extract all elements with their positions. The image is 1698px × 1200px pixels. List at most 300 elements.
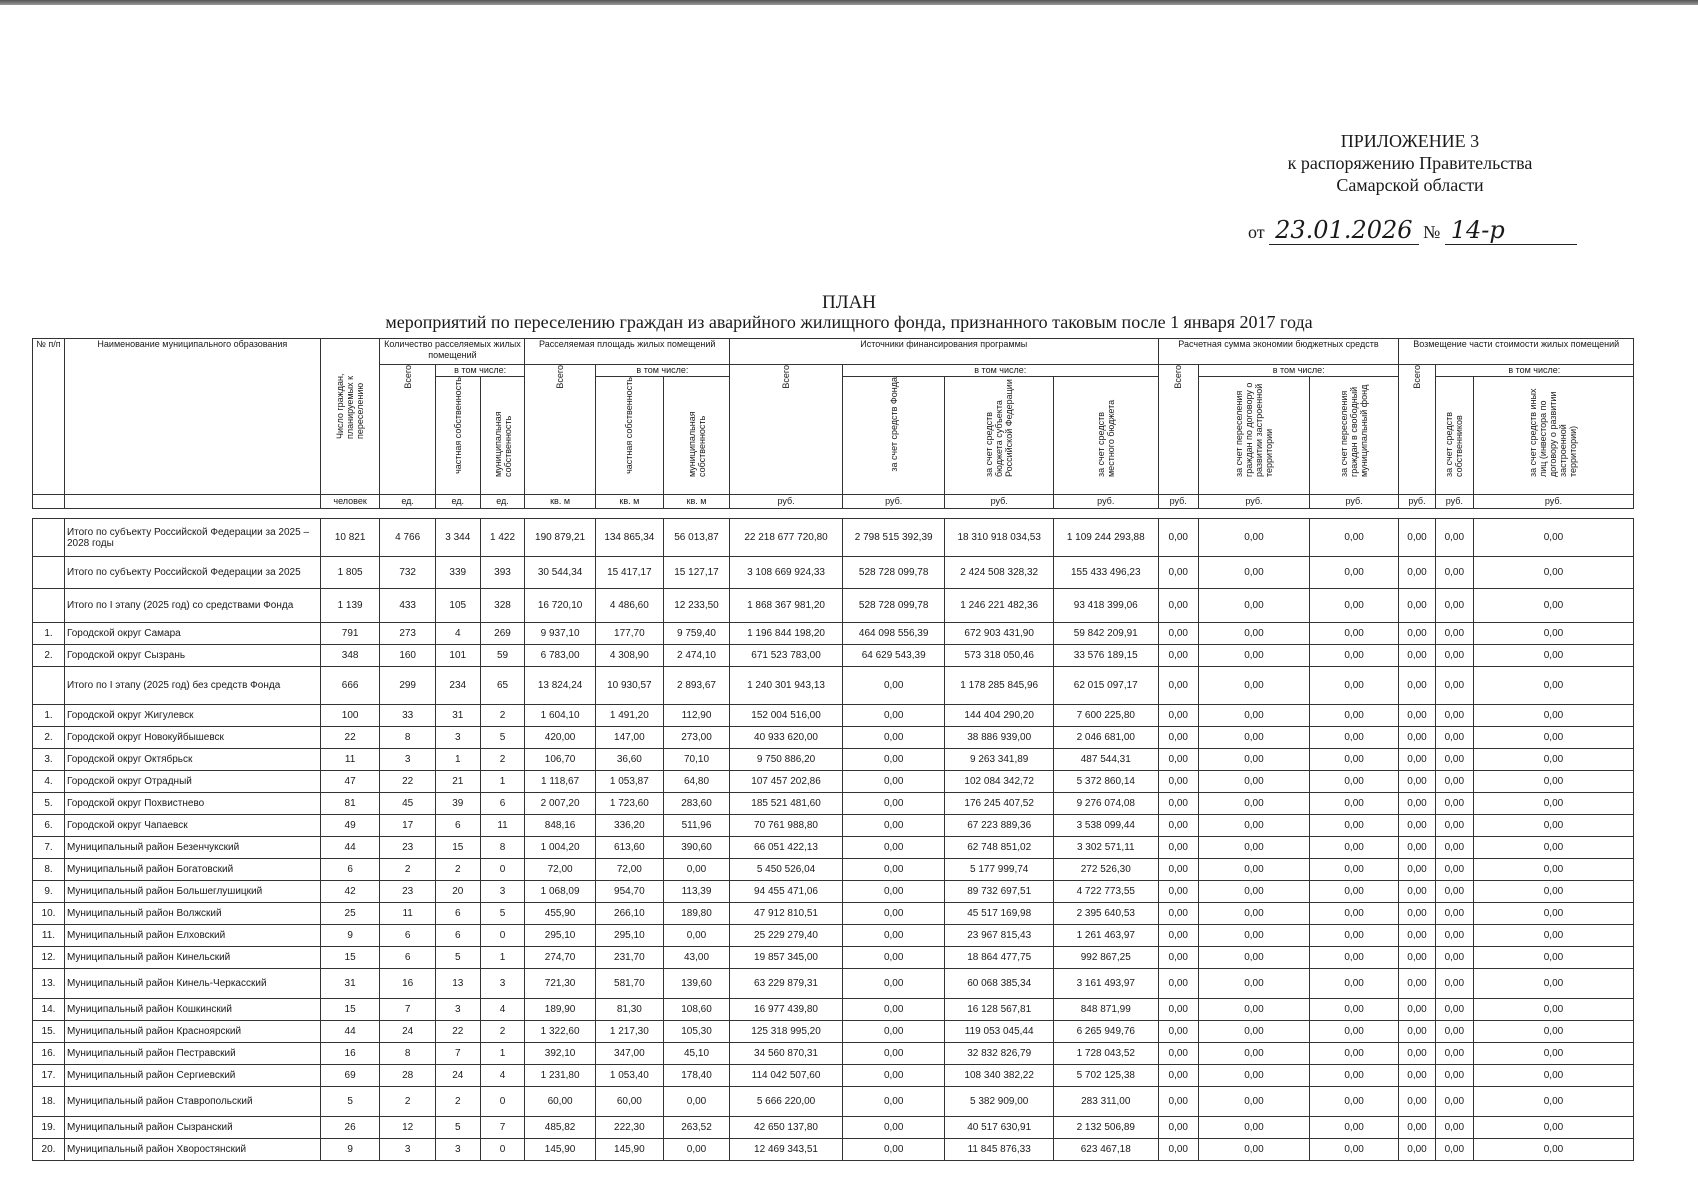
row-name: Муниципальный район Сызранский: [64, 1117, 320, 1139]
row-value: 0,00: [1473, 623, 1633, 645]
row-value: 2: [480, 749, 525, 771]
col-header-no: № п/п: [33, 339, 65, 495]
row-value: 0,00: [1435, 1117, 1473, 1139]
row-value: 0,00: [843, 1021, 945, 1043]
row-value: 0,00: [1309, 837, 1399, 859]
row-value: 0,00: [1435, 859, 1473, 881]
row-value: 2 395 640,53: [1054, 903, 1158, 925]
row-value: 189,80: [663, 903, 729, 925]
number-label: №: [1423, 222, 1441, 242]
row-value: 0,00: [1158, 749, 1199, 771]
row-value: 0,00: [1399, 645, 1435, 667]
row-value: 145,90: [595, 1139, 663, 1161]
row-value: 0,00: [1199, 623, 1310, 645]
row-value: 3: [380, 749, 435, 771]
row-value: 1 246 221 482,36: [945, 589, 1054, 623]
row-value: 0,00: [1399, 815, 1435, 837]
table-row: [33, 771, 1634, 793]
row-value: 464 098 556,39: [843, 623, 945, 645]
row-value: 5 372 860,14: [1054, 771, 1158, 793]
row-value: 0,00: [1473, 903, 1633, 925]
row-value: 1 118,67: [525, 771, 595, 793]
unit-cell: руб.: [1158, 495, 1199, 509]
row-value: 511,96: [663, 815, 729, 837]
spacer-row: [33, 509, 1634, 519]
row-value: 0,00: [843, 771, 945, 793]
row-value: 18 310 918 034,53: [945, 519, 1054, 557]
row-value: 0,00: [1309, 999, 1399, 1021]
row-value: 3: [435, 727, 480, 749]
row-value: 1 491,20: [595, 705, 663, 727]
row-value: 0,00: [1199, 1117, 1310, 1139]
row-number: 13.: [33, 969, 65, 999]
row-value: 0,00: [1199, 1087, 1310, 1117]
row-value: 0,00: [1435, 947, 1473, 969]
row-value: 3: [480, 969, 525, 999]
row-value: 1 868 367 981,20: [730, 589, 843, 623]
row-value: 274,70: [525, 947, 595, 969]
row-value: 81: [320, 793, 380, 815]
row-value: 139,60: [663, 969, 729, 999]
row-value: 39: [435, 793, 480, 815]
units-total-header: Всего: [380, 365, 435, 495]
row-value: 3 302 571,11: [1054, 837, 1158, 859]
row-value: 0,00: [1473, 859, 1633, 881]
row-value: 0: [480, 859, 525, 881]
row-value: 5: [480, 727, 525, 749]
unit-cell: руб.: [1399, 495, 1435, 509]
row-value: 23 967 815,43: [945, 925, 1054, 947]
row-name: Муниципальный район Богатовский: [64, 859, 320, 881]
order-line: [1248, 216, 1577, 245]
row-value: 9 263 341,89: [945, 749, 1054, 771]
row-value: 25: [320, 903, 380, 925]
unit-cell: кв. м: [663, 495, 729, 509]
table-row: [33, 645, 1634, 667]
row-value: 0,00: [1309, 903, 1399, 925]
row-number: 17.: [33, 1065, 65, 1087]
row-value: 721,30: [525, 969, 595, 999]
row-value: 0,00: [1158, 771, 1199, 793]
plan-table: [32, 338, 1634, 1161]
table-row: [33, 881, 1634, 903]
economy-free-header: за счет переселения граждан в свободный муниципальный фонд: [1309, 377, 1399, 495]
row-value: 0,00: [1399, 727, 1435, 749]
row-value: 3: [380, 1139, 435, 1161]
row-number: 4.: [33, 771, 65, 793]
row-value: 0,00: [1158, 1021, 1199, 1043]
row-value: 9 937,10: [525, 623, 595, 645]
row-value: 393: [480, 557, 525, 589]
row-value: 392,10: [525, 1043, 595, 1065]
table-row: [33, 1021, 1634, 1043]
total-row: [33, 589, 1634, 623]
row-value: 0,00: [1435, 999, 1473, 1021]
row-value: 1 728 043,52: [1054, 1043, 1158, 1065]
row-value: 3 344: [435, 519, 480, 557]
row-value: 0,00: [843, 925, 945, 947]
row-value: 31: [435, 705, 480, 727]
row-value: 49: [320, 815, 380, 837]
row-value: 0: [480, 1139, 525, 1161]
row-value: 0,00: [1399, 793, 1435, 815]
row-value: 0,00: [1158, 705, 1199, 727]
row-value: 0,00: [1309, 749, 1399, 771]
row-value: 11: [480, 815, 525, 837]
row-value: 36,60: [595, 749, 663, 771]
row-value: 0,00: [1399, 1117, 1435, 1139]
row-value: 1 139: [320, 589, 380, 623]
row-value: 954,70: [595, 881, 663, 903]
row-value: 2: [380, 1087, 435, 1117]
row-value: 433: [380, 589, 435, 623]
row-value: 0,00: [1309, 589, 1399, 623]
row-value: 263,52: [663, 1117, 729, 1139]
row-value: 6: [435, 815, 480, 837]
row-value: 0,00: [1309, 519, 1399, 557]
table-row: [33, 837, 1634, 859]
row-value: 67 223 889,36: [945, 815, 1054, 837]
row-value: 1 231,80: [525, 1065, 595, 1087]
row-value: 0,00: [1473, 1021, 1633, 1043]
row-value: 0,00: [1435, 815, 1473, 837]
unit-cell: руб.: [1435, 495, 1473, 509]
row-value: 0,00: [1399, 705, 1435, 727]
table-row: [33, 947, 1634, 969]
row-value: 0,00: [1399, 557, 1435, 589]
row-value: 0,00: [843, 815, 945, 837]
appendix-line3: Самарской области: [1336, 175, 1484, 195]
row-value: 106,70: [525, 749, 595, 771]
row-value: 8: [480, 837, 525, 859]
row-value: 0,00: [1158, 903, 1199, 925]
row-value: 11: [380, 903, 435, 925]
row-value: 125 318 995,20: [730, 1021, 843, 1043]
row-value: 848 871,99: [1054, 999, 1158, 1021]
row-value: 15: [435, 837, 480, 859]
row-value: 0,00: [1309, 1087, 1399, 1117]
row-value: 105: [435, 589, 480, 623]
row-name: Городской округ Новокуйбышевск: [64, 727, 320, 749]
order-date: 23.01.2026: [1269, 216, 1418, 245]
total-row: [33, 519, 1634, 557]
row-value: 3: [435, 999, 480, 1021]
row-value: 190 879,21: [525, 519, 595, 557]
row-value: 60 068 385,34: [945, 969, 1054, 999]
row-value: 8: [380, 1043, 435, 1065]
row-value: 0,00: [1435, 557, 1473, 589]
row-value: 8: [380, 727, 435, 749]
row-number: 1.: [33, 705, 65, 727]
row-value: 299: [380, 667, 435, 705]
row-value: 64 629 543,39: [843, 645, 945, 667]
row-value: 0,00: [1158, 925, 1199, 947]
row-value: 0,00: [843, 1117, 945, 1139]
row-value: 0,00: [1399, 1043, 1435, 1065]
row-value: 5 666 220,00: [730, 1087, 843, 1117]
row-number: 6.: [33, 815, 65, 837]
row-value: 0,00: [1399, 771, 1435, 793]
row-value: 0,00: [663, 859, 729, 881]
row-value: 0,00: [663, 1139, 729, 1161]
row-value: 0,00: [843, 837, 945, 859]
scan-edge: [0, 0, 1698, 5]
unit-cell: руб.: [1309, 495, 1399, 509]
row-value: 2: [380, 859, 435, 881]
row-value: 623 467,18: [1054, 1139, 1158, 1161]
row-value: 1 196 844 198,20: [730, 623, 843, 645]
row-value: 231,70: [595, 947, 663, 969]
row-value: 22: [380, 771, 435, 793]
row-name: Муниципальный район Кинель-Черкасский: [64, 969, 320, 999]
row-value: 32 832 826,79: [945, 1043, 1054, 1065]
row-value: 0,00: [843, 881, 945, 903]
row-value: 0,00: [1199, 837, 1310, 859]
row-value: 45,10: [663, 1043, 729, 1065]
row-value: 0,00: [1158, 947, 1199, 969]
row-number: 14.: [33, 999, 65, 1021]
row-number: 1.: [33, 623, 65, 645]
row-value: 0,00: [1435, 881, 1473, 903]
total-row: [33, 667, 1634, 705]
row-value: 62 015 097,17: [1054, 667, 1158, 705]
row-value: 0,00: [1473, 1087, 1633, 1117]
row-value: 2 046 681,00: [1054, 727, 1158, 749]
row-value: 0,00: [1158, 815, 1199, 837]
row-value: 0,00: [843, 903, 945, 925]
row-value: 0,00: [1158, 859, 1199, 881]
row-value: 0,00: [1309, 793, 1399, 815]
row-value: 5: [435, 1117, 480, 1139]
economy-contract-header: за счет переселения граждан по договору о развитии застроенной территории: [1199, 377, 1310, 495]
row-value: 0,00: [1399, 925, 1435, 947]
total-row: [33, 557, 1634, 589]
row-value: 47: [320, 771, 380, 793]
row-value: 234: [435, 667, 480, 705]
row-value: 5 382 909,00: [945, 1087, 1054, 1117]
row-value: 222,30: [595, 1117, 663, 1139]
row-value: 791: [320, 623, 380, 645]
row-value: 18 864 477,75: [945, 947, 1054, 969]
row-name: Муниципальный район Безенчукский: [64, 837, 320, 859]
compensation-owners-header: за счет средств собственников: [1435, 377, 1473, 495]
row-value: 0,00: [843, 969, 945, 999]
row-name: Муниципальный район Большеглушицкий: [64, 881, 320, 903]
row-value: 347,00: [595, 1043, 663, 1065]
unit-cell: руб.: [1473, 495, 1633, 509]
row-value: 0,00: [1309, 969, 1399, 999]
row-value: 10 930,57: [595, 667, 663, 705]
row-number: 7.: [33, 837, 65, 859]
row-value: 24: [380, 1021, 435, 1043]
row-value: 1: [480, 947, 525, 969]
row-name: Муниципальный район Сергиевский: [64, 1065, 320, 1087]
row-value: 455,90: [525, 903, 595, 925]
row-value: 0,00: [1309, 1065, 1399, 1087]
row-value: 105,30: [663, 1021, 729, 1043]
row-value: 0,00: [1435, 519, 1473, 557]
row-name: Муниципальный район Красноярский: [64, 1021, 320, 1043]
row-value: 0,00: [1199, 771, 1310, 793]
row-value: 1 178 285 845,96: [945, 667, 1054, 705]
group-header-finance: Источники финансирования программы: [730, 339, 1158, 365]
row-value: 16 128 567,81: [945, 999, 1054, 1021]
row-value: 0,00: [843, 667, 945, 705]
row-value: 5 177 999,74: [945, 859, 1054, 881]
row-value: 28: [380, 1065, 435, 1087]
row-value: 1 322,60: [525, 1021, 595, 1043]
order-number: 14-р: [1445, 216, 1577, 245]
row-value: 336,20: [595, 815, 663, 837]
row-value: 81,30: [595, 999, 663, 1021]
row-value: 0,00: [1435, 969, 1473, 999]
row-value: 56 013,87: [663, 519, 729, 557]
row-value: 0,00: [843, 727, 945, 749]
row-value: 0,00: [1473, 519, 1633, 557]
row-value: 348: [320, 645, 380, 667]
row-name: Муниципальный район Хворостянский: [64, 1139, 320, 1161]
row-value: 0,00: [843, 859, 945, 881]
row-value: 33 576 189,15: [1054, 645, 1158, 667]
row-value: 5: [480, 903, 525, 925]
row-value: 0,00: [1158, 999, 1199, 1021]
row-value: 24: [435, 1065, 480, 1087]
row-value: 1 053,40: [595, 1065, 663, 1087]
row-number: 20.: [33, 1139, 65, 1161]
row-value: 66 051 422,13: [730, 837, 843, 859]
table-row: [33, 623, 1634, 645]
row-value: 112,90: [663, 705, 729, 727]
row-value: 34 560 870,31: [730, 1043, 843, 1065]
row-name: Городской округ Отрадный: [64, 771, 320, 793]
row-value: 144 404 290,20: [945, 705, 1054, 727]
row-value: 0,00: [843, 705, 945, 727]
row-value: 0,00: [1309, 815, 1399, 837]
row-value: 0,00: [1473, 969, 1633, 999]
row-value: 2 007,20: [525, 793, 595, 815]
row-value: 108 340 382,22: [945, 1065, 1054, 1087]
group-header-compensation: Возмещение части стоимости жилых помещений: [1399, 339, 1634, 365]
row-name: Городской округ Сызрань: [64, 645, 320, 667]
row-value: 6: [435, 903, 480, 925]
row-value: 0,00: [1158, 1117, 1199, 1139]
row-value: 0,00: [1473, 1043, 1633, 1065]
row-value: 273,00: [663, 727, 729, 749]
row-value: 70 761 988,80: [730, 815, 843, 837]
row-value: 671 523 783,00: [730, 645, 843, 667]
row-value: 44: [320, 1021, 380, 1043]
row-value: 0,00: [1158, 837, 1199, 859]
row-value: 177,70: [595, 623, 663, 645]
row-value: 43,00: [663, 947, 729, 969]
row-value: 62 748 851,02: [945, 837, 1054, 859]
row-value: 72,00: [525, 859, 595, 881]
row-value: 0,00: [1399, 947, 1435, 969]
row-value: 0,00: [1399, 623, 1435, 645]
row-name: Городской округ Октябрьск: [64, 749, 320, 771]
row-value: 0,00: [1435, 667, 1473, 705]
row-value: 0,00: [1473, 749, 1633, 771]
row-value: 16: [380, 969, 435, 999]
row-value: 23: [380, 837, 435, 859]
row-value: 1 053,87: [595, 771, 663, 793]
row-name: Итого по I этапу (2025 год) со средствами Фонда: [64, 589, 320, 623]
row-value: 0,00: [1199, 793, 1310, 815]
row-value: 0,00: [1199, 705, 1310, 727]
row-value: 4 486,60: [595, 589, 663, 623]
row-value: 89 732 697,51: [945, 881, 1054, 903]
row-value: 2 424 508 328,32: [945, 557, 1054, 589]
row-value: 0,00: [1399, 1087, 1435, 1117]
row-value: 22: [435, 1021, 480, 1043]
row-value: 12 469 343,51: [730, 1139, 843, 1161]
row-value: 185 521 481,60: [730, 793, 843, 815]
row-value: 0,00: [1435, 623, 1473, 645]
appendix-line2: к распоряжению Правительства: [1287, 153, 1533, 173]
row-value: 0,00: [1435, 903, 1473, 925]
row-value: 7: [435, 1043, 480, 1065]
row-value: 22: [320, 727, 380, 749]
row-value: 295,10: [595, 925, 663, 947]
row-value: 0,00: [1158, 667, 1199, 705]
row-value: 1 109 244 293,88: [1054, 519, 1158, 557]
row-value: 9 750 886,20: [730, 749, 843, 771]
row-value: 11 845 876,33: [945, 1139, 1054, 1161]
row-value: 0,00: [1199, 1065, 1310, 1087]
table-row: [33, 705, 1634, 727]
row-name: Итого по I этапу (2025 год) без средств Фонда: [64, 667, 320, 705]
row-value: 0,00: [1199, 815, 1310, 837]
row-value: 16 977 439,80: [730, 999, 843, 1021]
row-value: 0,00: [1199, 749, 1310, 771]
economy-including: в том числе:: [1199, 365, 1399, 377]
row-value: 59 842 209,91: [1054, 623, 1158, 645]
row-value: 672 903 431,90: [945, 623, 1054, 645]
units-municipal-header: муниципальная собственность: [480, 377, 525, 495]
row-value: 0,00: [1199, 667, 1310, 705]
area-including: в том числе:: [595, 365, 729, 377]
row-value: 0,00: [1199, 881, 1310, 903]
row-value: 15 127,17: [663, 557, 729, 589]
row-value: 2: [480, 1021, 525, 1043]
row-value: 6: [380, 947, 435, 969]
row-name: Муниципальный район Пестравский: [64, 1043, 320, 1065]
row-number: 9.: [33, 881, 65, 903]
row-value: 0,00: [1473, 1117, 1633, 1139]
table-row: [33, 1065, 1634, 1087]
finance-subject-header: за счет средств бюджета субъекта Российской Федерации: [945, 377, 1054, 495]
appendix-title: ПРИЛОЖЕНИЕ 3: [1340, 131, 1480, 151]
row-value: 0,00: [1473, 815, 1633, 837]
row-value: 4: [480, 1065, 525, 1087]
row-value: 0,00: [1399, 589, 1435, 623]
compensation-total-header: Всего: [1399, 365, 1435, 495]
row-value: 31: [320, 969, 380, 999]
row-value: 40 933 620,00: [730, 727, 843, 749]
row-value: 1 723,60: [595, 793, 663, 815]
row-value: 0,00: [1399, 881, 1435, 903]
row-value: 0: [480, 925, 525, 947]
units-private-header: частная собственность: [435, 377, 480, 495]
row-value: 0,00: [1309, 623, 1399, 645]
row-value: 3 108 669 924,33: [730, 557, 843, 589]
row-value: 0,00: [1399, 969, 1435, 999]
group-header-economy: Расчетная сумма экономии бюджетных средств: [1158, 339, 1399, 365]
row-value: 613,60: [595, 837, 663, 859]
finance-fund-header: за счет средств Фонда: [843, 377, 945, 495]
row-value: 0,00: [1309, 881, 1399, 903]
row-value: 1 240 301 943,13: [730, 667, 843, 705]
